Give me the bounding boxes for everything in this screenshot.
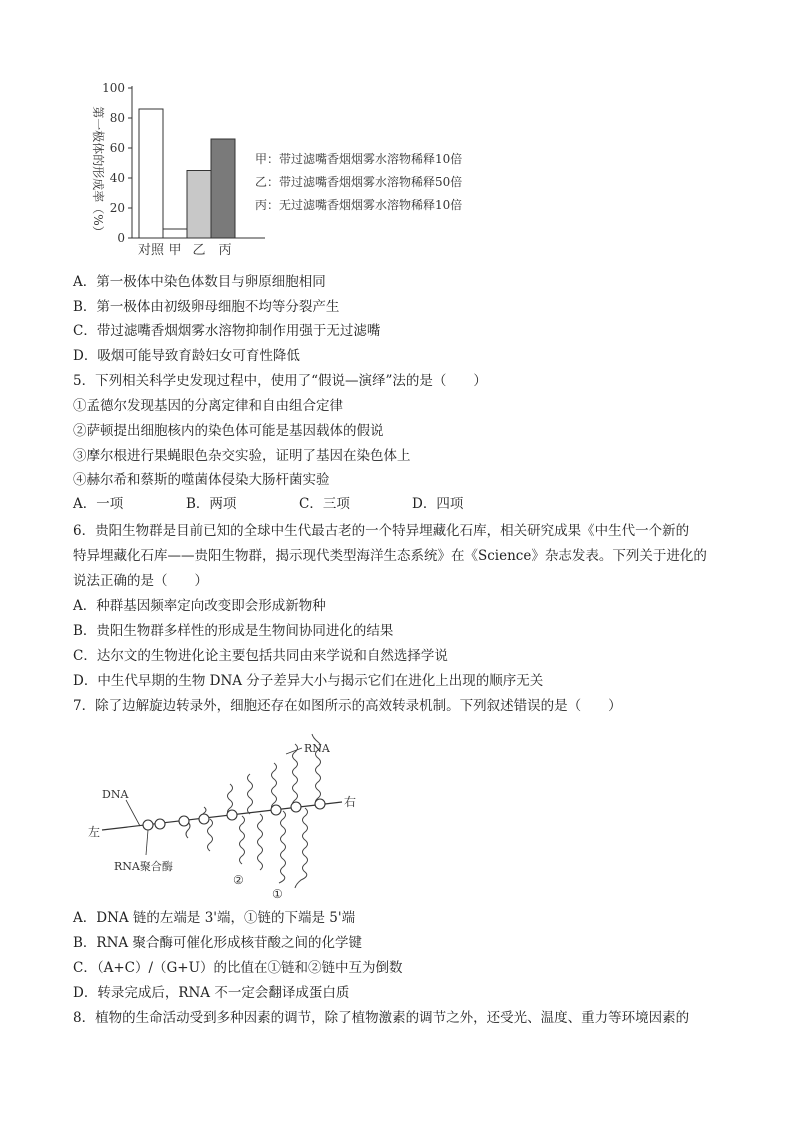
rna-strand [272,763,277,811]
dna-strand [102,802,342,830]
y-tick-label: 60 [109,141,125,155]
y-axis-ticks [102,81,132,245]
rna-polymerase [271,805,281,815]
rna-polymerase [315,799,325,809]
q7-option-d: D．转录完成后，RNA 不一定会翻译成蛋白质 [73,985,350,1001]
y-axis-label: 第一极体的形成率（%） [91,106,105,238]
q6-option-d: D．中生代早期的生物 DNA 分子差异大小与揭示它们在进化上出现的顺序无关 [73,673,544,689]
q6-stem-line-1: 6．贵阳生物群是目前已知的全球中生代最古老的一个特异埋藏化石库，相关研究成果《中生代一个新的 [73,523,690,539]
bar-3 [187,171,211,239]
q5-option-b: B．两项 [186,496,237,512]
x-tick-label: 乙 [192,243,206,258]
x-tick-label: 对照 [137,243,165,258]
q7-option-a: A．DNA 链的左端是 3'端，①链的下端是 5'端 [73,910,356,926]
q6-stem-line-3: 说法正确的是（ ） [73,573,208,589]
q5-item-4: ④赫尔希和蔡斯的噬菌体侵染大肠杆菌实验 [73,472,330,488]
q5-option-d: D．四项 [412,496,464,512]
rna-strand [248,774,253,814]
legend-item-jia: 甲：带过滤嘴香烟烟雾水溶物稀释10倍 [255,152,463,166]
x-tick-label: 甲 [168,243,182,258]
bars-group [139,109,235,238]
q5-options [73,494,525,514]
dna-label: DNA [102,788,129,801]
bar-chart [80,72,520,272]
left-end-label: 左 [88,825,101,839]
q4-option-a: A．第一极体中染色体数目与卵原细胞相同 [73,274,326,290]
q5-option-a: A．一项 [73,496,124,512]
y-tick-label: 20 [109,201,125,215]
q5-option-c: C．三项 [299,496,350,512]
dna-label-pointer [126,800,140,826]
y-tick-label: 0 [117,231,125,245]
q7-option-c: C．（A+C）/（G+U）的比值在①链和②链中互为倒数 [73,960,403,976]
q7-stem: 7．除了边解旋边转录外，细胞还存在如图所示的高效转录机制。下列叙述错误的是（ ） [73,698,622,714]
legend-item-bing: 丙：无过滤嘴香烟烟雾水溶物稀释10倍 [255,198,463,212]
rna-label: RNA [304,742,330,755]
q6-option-b: B．贵阳生物群多样性的形成是生物间协同进化的结果 [73,623,394,639]
q7-option-b: B．RNA 聚合酶可催化形成核苷酸之间的化学键 [73,935,362,951]
rna-strands [186,734,321,888]
y-tick-label: 80 [109,111,125,125]
rna-strand [208,819,213,851]
rna-strand [293,744,298,808]
rna-strand [295,808,308,888]
q5-item-3: ③摩尔根进行果蝇眼色杂交实验，证明了基因在染色体上 [73,448,411,464]
q6-option-c: C．达尔文的生物进化论主要包括共同由来学说和自然选择学说 [73,648,448,664]
q4-option-d: D．吸烟可能导致育龄妇女可育性降低 [73,348,300,364]
rna-polymerase [179,816,189,826]
y-tick-label: 100 [102,81,125,95]
strand-2-label: ② [233,873,244,887]
rna-strand [258,814,263,870]
rna-strand [279,811,286,883]
right-end-label: 右 [344,795,357,809]
x-axis-labels [138,242,232,258]
rna-strand [240,816,245,864]
polymerase-label-pointer [146,830,148,855]
q6-stem-line-2: 特异埋藏化石库——贵阳生物群，揭示现代类型海洋生态系统》在《Science》杂志发表。下列关于进化的 [73,548,707,564]
legend-item-yi: 乙：带过滤嘴香烟烟雾水溶物稀释50倍 [255,175,463,189]
rna-polymerase [143,820,153,830]
q8-stem: 8．植物的生命活动受到多种因素的调节，除了植物激素的调节之外，还受光、温度、重力等环境因素的 [73,1010,690,1026]
rna-polymerase [227,810,237,820]
bar-4 [211,139,235,238]
q4-option-c: C．带过滤嘴香烟烟雾水溶物抑制作用强于无过滤嘴 [73,323,381,339]
polymerase-group [143,799,325,830]
q5-item-1: ①孟德尔发现基因的分离定律和自由组合定律 [73,398,343,414]
y-tick-label: 40 [109,171,125,185]
rna-polymerase [155,819,165,829]
q5-item-2: ②萨顿提出细胞核内的染色体可能是基因载体的假说 [73,423,384,439]
x-tick-label: 丙 [218,243,232,258]
strand-1-label: ① [272,887,283,901]
rna-polymerase [291,802,301,812]
bar-1 [139,109,163,238]
q6-option-a: A．种群基因频率定向改变即会形成新物种 [73,598,326,614]
q4-option-b: B．第一极体由初级卵母细胞不均等分裂产生 [73,299,340,315]
polymerase-label: RNA聚合酶 [114,860,173,873]
rna-polymerase [199,814,209,824]
transcription-diagram [80,718,380,903]
bar-2 [163,229,187,238]
q5-stem: 5．下列相关科学史发现过程中，使用了“假说—演绎”法的是（ ） [73,373,487,389]
